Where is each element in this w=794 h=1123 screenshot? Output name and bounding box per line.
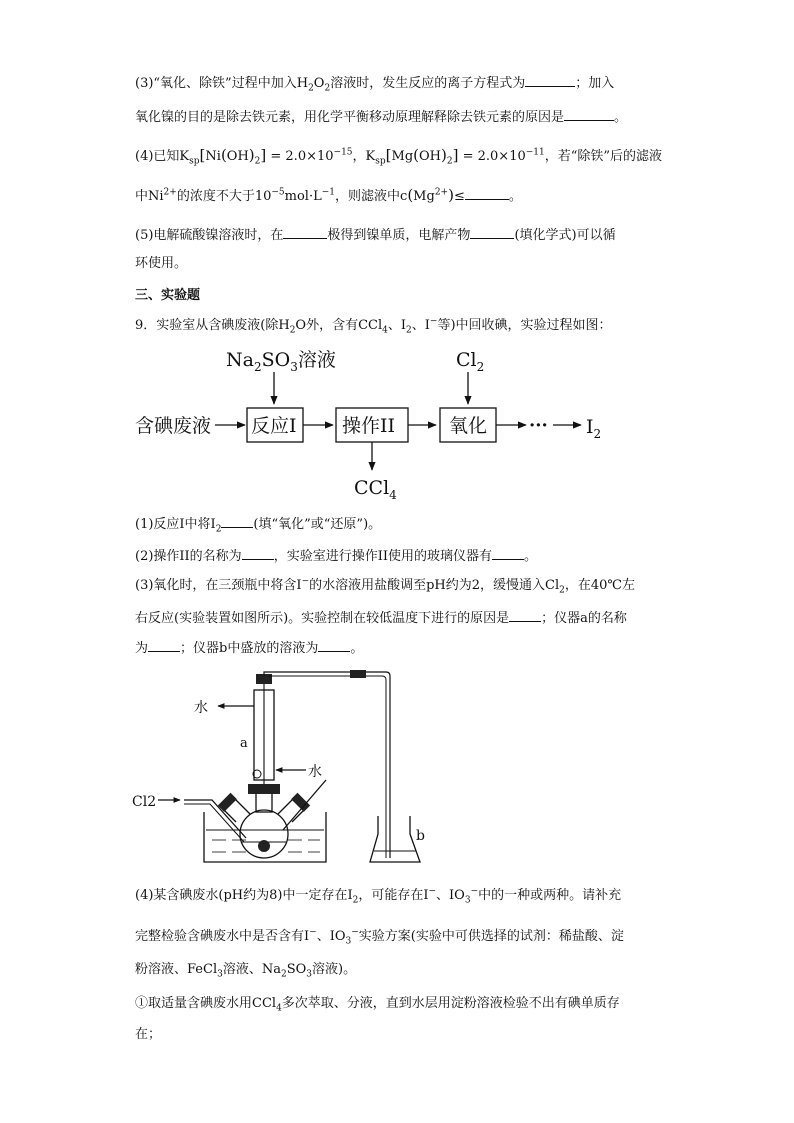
q9-sub4-line3: 粉溶液、FeCl$_3$溶液、$Na_2SO_3$溶液)。 xyxy=(135,962,357,980)
gas-inlet-tube-inner xyxy=(184,804,244,842)
q9-intro: 9．实验室从含碘废液(除$H_2O$外，含有CCl$_4$、$I_2$、I−等)中回收碘，实验过程如图： xyxy=(135,316,612,336)
box-oxidation-label: 氧化 xyxy=(449,415,488,437)
thermometer xyxy=(283,780,326,830)
q8-part3-line1: (3)“氧化、除铁”过程中加入$H_2O_2$溶液时，发生反应的离子方程式为 ；加入 xyxy=(135,73,614,93)
q9-sub2: (2)操作II的名称为 ，实验室进行操作II使用的玻璃仪器有 。 xyxy=(135,546,537,566)
delivery-tube-inner xyxy=(268,676,386,858)
section-heading: 三、实验题 xyxy=(135,288,201,303)
flow-dots: ··· xyxy=(529,415,548,436)
reagent-cl2: $Cl_2$ xyxy=(456,349,485,374)
conical-flask-b xyxy=(370,816,420,862)
q9-sub4-line5: 在； xyxy=(135,1027,162,1042)
condenser-label-a: a xyxy=(240,736,248,751)
tube-joint xyxy=(350,670,366,678)
q8-part4-line2: 中$Ni^{2+}$的浓度不大于$10^{-5}mol\cdot L^{-1}$，则滤液中$c(Mg^{2+})\le$ 。 xyxy=(135,186,522,204)
product-i2: $I_2$ xyxy=(586,416,602,441)
q9-sub1: (1)反应Ⅰ中将$I_2$ (填“氧化”或“还原”)。 xyxy=(135,514,381,534)
box-operation2-label: 操作II xyxy=(342,415,396,437)
q9-sub3-line1: (3)氧化时，在三颈瓶中将含I−的水溶液用盐酸调至pH约为2，缓慢通入$Cl_2$，在40℃左 xyxy=(135,576,635,596)
q8-part5-line2: 环使用。 xyxy=(135,256,188,271)
reagent-na2so3: $Na_2SO_3$溶液 xyxy=(226,349,336,374)
q9-sub3-line3: 为 ；仪器b中盛放的溶液为 。 xyxy=(135,638,363,658)
stir-bar xyxy=(258,840,270,852)
q9-sub4-line2: 完整检验含碘废水中是否含有I−、$IO_3^-$实验方案(实验中可供选择的试剂：稀盐酸、淀 xyxy=(135,927,624,947)
box-reaction1-label: 反应I xyxy=(251,415,297,437)
q9-sub3-line2: 右反应(实验装置如图所示)。实验控制在较低温度下进行的原因是 ；仪器a的名称 xyxy=(135,608,627,628)
byproduct-ccl4: CCl$_4$ xyxy=(354,477,397,502)
flask-label-b: b xyxy=(416,828,425,844)
water-out-label: 水 xyxy=(194,700,208,716)
q9-sub4-line1: (4)某含碘废水(pH约为8)中一定存在$I_2$，可能存在I−、$IO_3^-$中的一种或两种。请补充 xyxy=(135,886,622,906)
q8-part5-line1: (5)电解硫酸镍溶液时，在 极得到镍单质，电解产物 (填化学式)可以循 xyxy=(135,225,616,245)
gas-inlet-label: Cl2 xyxy=(132,794,157,810)
water-bath xyxy=(204,812,326,862)
q9-sub4-line4: ①取适量含碘废水用CCl$_4$多次萃取、分液，直到水层用淀粉溶液检验不出有碘单质存 xyxy=(135,996,620,1014)
center-stopper xyxy=(248,784,280,794)
q8-part3-line2: 氧化镍的目的是除去铁元素，用化学平衡移动原理解释除去铁元素的原因是 。 xyxy=(135,107,627,127)
q8-part4-line1: (4)已知$K_{sp}[Ni(OH)_2] = 2.0\times 10^{-15}$，$K_{sp}[Mg(OH)_2] = 2.0\times 10^{-11}$，若“除铁”后的滤液 xyxy=(135,146,663,167)
input-label: 含碘废液 xyxy=(135,415,212,437)
gas-inlet-tube xyxy=(184,800,246,838)
water-in-label: 水 xyxy=(308,764,322,780)
